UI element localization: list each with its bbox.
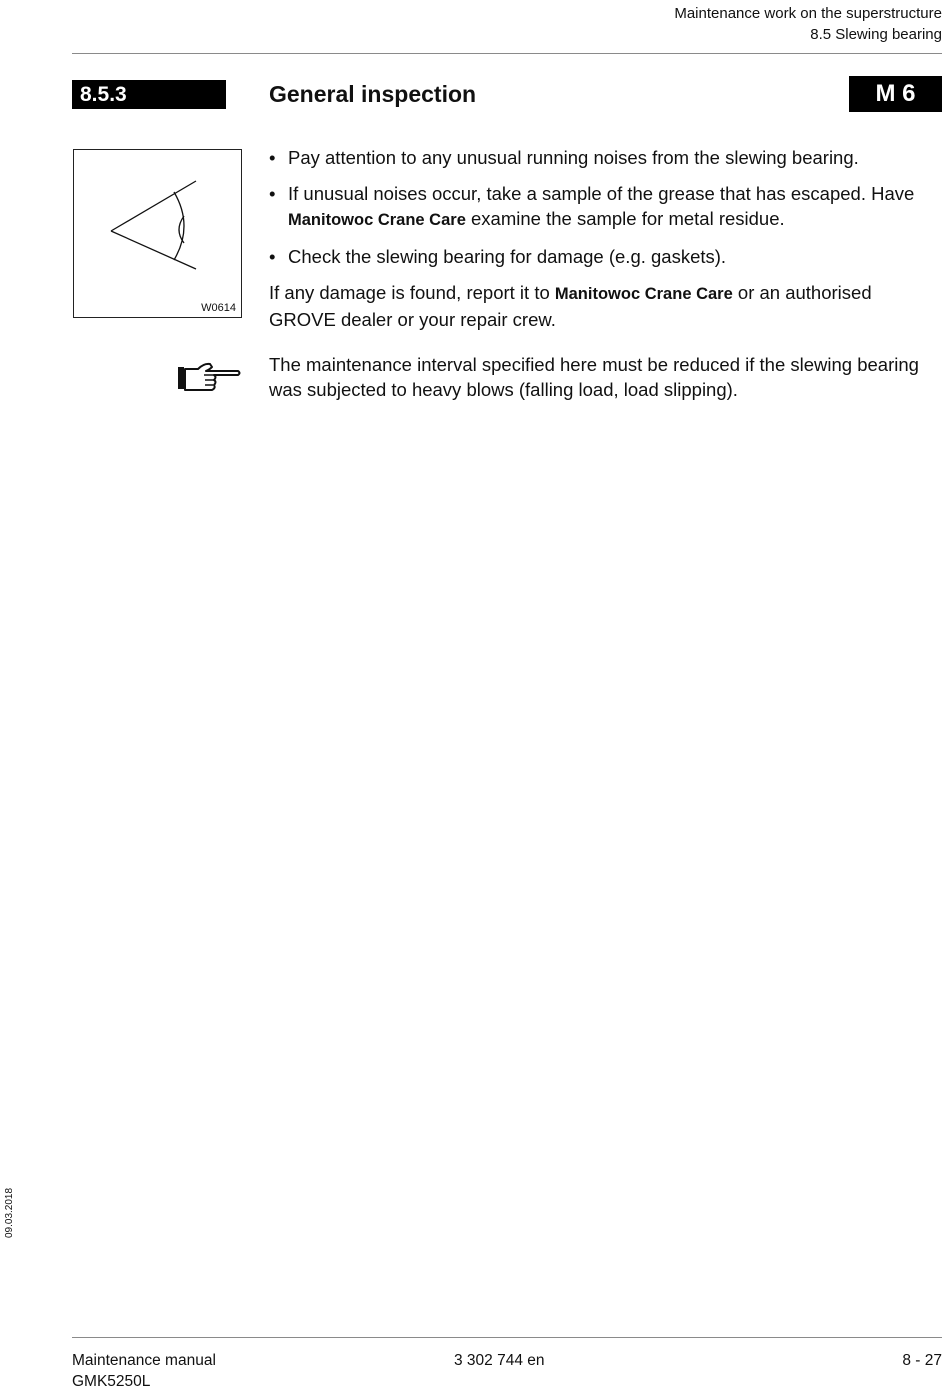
list-item xyxy=(269,244,942,269)
bullet-text: Pay attention to any unusual running noises from the slewing bearing. xyxy=(288,147,859,168)
bullet-list xyxy=(269,145,942,269)
footer-model: GMK5250L xyxy=(72,1373,151,1390)
bullet-text: Check the slewing bearing for damage (e.g. gaskets). xyxy=(288,246,727,267)
list-item xyxy=(269,181,942,233)
header-rule xyxy=(72,53,942,54)
bullet-marker: • xyxy=(269,246,276,267)
paragraph-text: If any damage is found, report it to xyxy=(269,282,555,303)
brand-name: Manitowoc Crane Care xyxy=(554,285,733,303)
note-text: The maintenance interval specified here must be reduced if the slewing bearing was subjected to heavy blows (falling load, load slipping). xyxy=(269,354,919,400)
bullet-text: If unusual noises occur, take a sample of the grease that has escaped. Have xyxy=(288,183,915,204)
bullet-marker: • xyxy=(269,183,276,204)
list-item xyxy=(269,145,942,170)
section-title: General inspection xyxy=(269,81,477,107)
figure-label: W0614 xyxy=(201,302,236,314)
bullet-text: examine the sample for metal residue. xyxy=(465,208,785,229)
section-number: 8.5.3 xyxy=(72,80,226,109)
footer-doc-number: 3 302 744 en xyxy=(454,1352,545,1369)
pointing-hand-icon xyxy=(176,360,242,394)
footer-manual: Maintenance manual xyxy=(72,1352,216,1369)
footer-page-number: 8 - 27 xyxy=(902,1352,942,1369)
bullet-marker: • xyxy=(269,147,276,168)
brand-name: Manitowoc Crane Care xyxy=(288,211,466,229)
inspection-figure xyxy=(73,149,242,318)
inspection-content xyxy=(269,145,942,332)
eye-inspection-icon xyxy=(74,150,243,319)
footer-manual-info xyxy=(72,1350,216,1392)
paragraph-text: or an authorised GROVE dealer or your repair crew. xyxy=(269,282,872,330)
footer-rule xyxy=(72,1337,942,1338)
running-header xyxy=(674,3,942,45)
header-section: 8.5 Slewing bearing xyxy=(810,26,942,43)
header-chapter: Maintenance work on the superstructure xyxy=(674,5,942,22)
maintenance-badge: M 6 xyxy=(849,76,942,112)
damage-report-paragraph xyxy=(269,280,942,332)
side-date: 09.03.2018 xyxy=(4,1187,15,1238)
